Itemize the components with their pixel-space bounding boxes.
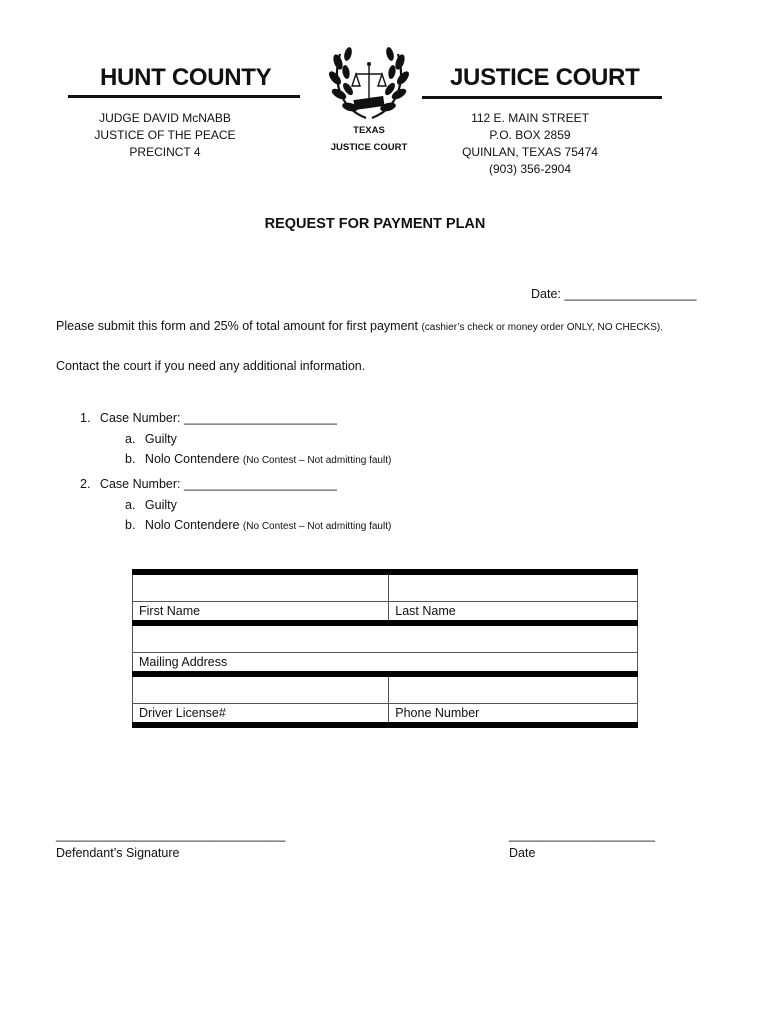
seal-court-label: JUSTICE COURT <box>330 142 408 153</box>
last-name-label: Last Name <box>389 602 638 624</box>
street-address: 112 E. MAIN STREET <box>471 111 589 125</box>
seal-state-label: TEXAS <box>353 125 385 136</box>
signature-date-label: Date <box>509 846 536 860</box>
option-text: Guilty <box>144 432 177 446</box>
option-note: (No Contest – Not admitting fault) <box>242 455 392 466</box>
case-2-option-guilty[interactable] <box>125 498 177 512</box>
option-letter: b. <box>125 518 136 532</box>
first-name-label: First Name <box>133 602 389 624</box>
instruction-text <box>56 319 663 333</box>
case-1-option-guilty[interactable] <box>125 432 177 446</box>
phone-number-label: Phone Number <box>389 704 638 726</box>
case-2-option-nolo[interactable] <box>125 518 391 532</box>
option-text: Nolo Contendere <box>144 518 240 532</box>
court-address <box>450 110 610 178</box>
phone-number-input[interactable] <box>389 674 638 704</box>
right-title-rule <box>422 96 662 99</box>
first-name-input[interactable] <box>133 572 389 602</box>
date-field[interactable]: Date: ___________________ <box>531 287 697 301</box>
form-title: REQUEST FOR PAYMENT PLAN <box>264 216 486 232</box>
instruction-note: (cashier’s check or money order ONLY, NO CHECKS). <box>421 322 664 333</box>
defendant-info-table <box>132 569 638 728</box>
phone: (903) 356-2904 <box>488 162 572 176</box>
option-letter: b. <box>125 452 136 466</box>
case-number-1[interactable] <box>80 411 337 425</box>
left-title-rule <box>68 95 300 98</box>
option-letter: a. <box>125 498 136 512</box>
judge-name: JUDGE DAVID McNABB <box>99 111 231 125</box>
case-index: 1. <box>80 411 91 425</box>
precinct: PRECINCT 4 <box>129 145 201 159</box>
instruction-main: Please submit this form and 25% of total amount for first payment <box>56 319 418 333</box>
option-text: Guilty <box>144 498 177 512</box>
case-number-2[interactable] <box>80 477 337 491</box>
po-box: P.O. BOX 2859 <box>489 128 571 142</box>
mailing-address-label: Mailing Address <box>133 653 638 675</box>
case-number-label: Case Number: ______________________ <box>99 411 337 425</box>
court-title: JUSTICE COURT <box>450 64 640 91</box>
last-name-input[interactable] <box>389 572 638 602</box>
option-letter: a. <box>125 432 136 446</box>
contact-text: Contact the court if you need any additional information. <box>56 359 366 373</box>
case-number-label: Case Number: ______________________ <box>99 477 337 491</box>
city-state-zip: QUINLAN, TEXAS 75474 <box>462 145 598 159</box>
county-title: HUNT COUNTY <box>100 64 272 91</box>
judge-info <box>90 110 240 161</box>
mailing-address-input[interactable] <box>133 623 638 653</box>
option-text: Nolo Contendere <box>144 452 240 466</box>
signature-line[interactable]: _________________________________ <box>56 828 286 842</box>
case-1-option-nolo[interactable] <box>125 452 391 466</box>
case-index: 2. <box>80 477 91 491</box>
judge-title: JUSTICE OF THE PEACE <box>94 128 236 142</box>
driver-license-label: Driver License# <box>133 704 389 726</box>
signature-label: Defendant’s Signature <box>56 846 180 860</box>
signature-date-line[interactable]: _____________________ <box>509 828 655 842</box>
court-seal-wreath-icon <box>326 34 412 124</box>
driver-license-input[interactable] <box>133 674 389 704</box>
option-note: (No Contest – Not admitting fault) <box>242 521 392 532</box>
